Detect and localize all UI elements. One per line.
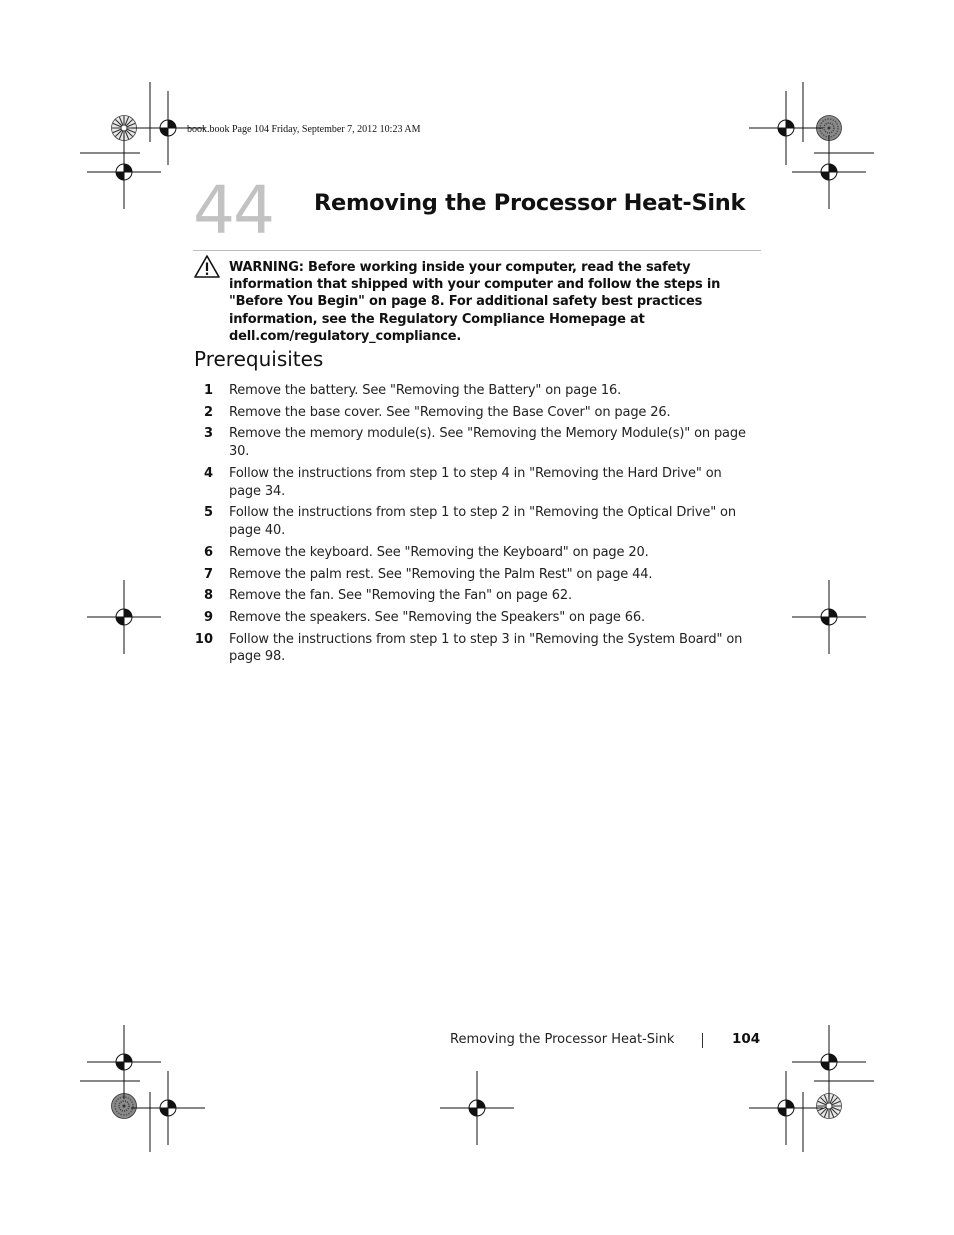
step-number: 4 [203, 465, 213, 481]
step-text: Remove the battery. See "Removing the Battery" on page 16. [229, 383, 622, 398]
page-number: 104 [732, 1031, 761, 1047]
step-text: Follow the instructions from step 1 to step 3 in "Removing the System Board" on page 98. [229, 631, 743, 665]
step-text: Remove the base cover. See "Removing the Base Cover" on page 26. [229, 404, 671, 420]
list-item [193, 382, 753, 400]
step-number: 10 [194, 631, 213, 647]
step-number: 7 [203, 566, 213, 582]
registration-mark-icon [792, 1025, 866, 1099]
chapter-number: 44 [193, 172, 273, 249]
step-text: Remove the palm rest. See "Removing the Palm Rest" on page 44. [229, 566, 653, 582]
list-item [193, 587, 753, 605]
step-number: 6 [203, 544, 213, 560]
list-item [193, 404, 753, 422]
step-text: Follow the instructions from step 1 to step 4 in "Removing the Hard Drive" on page 34. [229, 465, 722, 499]
registration-mark-icon [440, 1071, 514, 1145]
registration-mark-icon [87, 135, 161, 209]
step-text: Follow the instructions from step 1 to step 2 in "Removing the Optical Drive" on page 40. [229, 505, 736, 539]
prerequisite-list [193, 382, 753, 670]
step-text: Remove the fan. See "Removing the Fan" on page 62. [229, 588, 572, 604]
title-divider [193, 250, 761, 251]
step-text: Remove the memory module(s). See "Removing the Memory Module(s)" on page 30. [229, 426, 746, 460]
step-number: 3 [203, 426, 213, 442]
footer-chapter-title: Removing the Processor Heat-Sink [450, 1032, 675, 1047]
registration-mark-icon [87, 1025, 161, 1099]
step-number: 2 [203, 404, 213, 420]
chapter-title: Removing the Processor Heat-Sink [314, 190, 746, 216]
list-item [193, 465, 753, 501]
section-heading: Prerequisites [194, 347, 324, 371]
step-number: 5 [203, 505, 213, 521]
print-slug: book.book Page 104 Friday, September 7, 2012 10:23 AM [187, 124, 421, 135]
list-item [193, 566, 753, 584]
step-number: 8 [203, 588, 213, 604]
list-item [193, 609, 753, 627]
registration-mark-icon [749, 1071, 823, 1145]
registration-mark-icon [87, 580, 161, 654]
warning-text: WARNING: Before working inside your computer, read the safety information that shipped with your computer and follow the steps in "Before You Begin" on page 8. For additional safety best practices information, see the Regulatory Compliance Homepage at dell.com/regulatory_compliance. [229, 260, 721, 344]
step-text: Remove the keyboard. See "Removing the Keyboard" on page 20. [229, 544, 649, 560]
list-item [193, 631, 753, 667]
list-item [193, 504, 753, 540]
registration-mark-icon [792, 135, 866, 209]
registration-mark-icon [131, 1071, 205, 1145]
list-item [193, 425, 753, 461]
step-number: 9 [203, 609, 213, 625]
registration-mark-icon [749, 91, 823, 165]
step-number: 1 [203, 383, 213, 398]
warning-triangle-icon [193, 254, 221, 280]
list-item [193, 544, 753, 562]
step-text: Remove the speakers. See "Removing the Speakers" on page 66. [229, 609, 645, 625]
footer-divider [702, 1033, 703, 1048]
registration-mark-icon [792, 580, 866, 654]
